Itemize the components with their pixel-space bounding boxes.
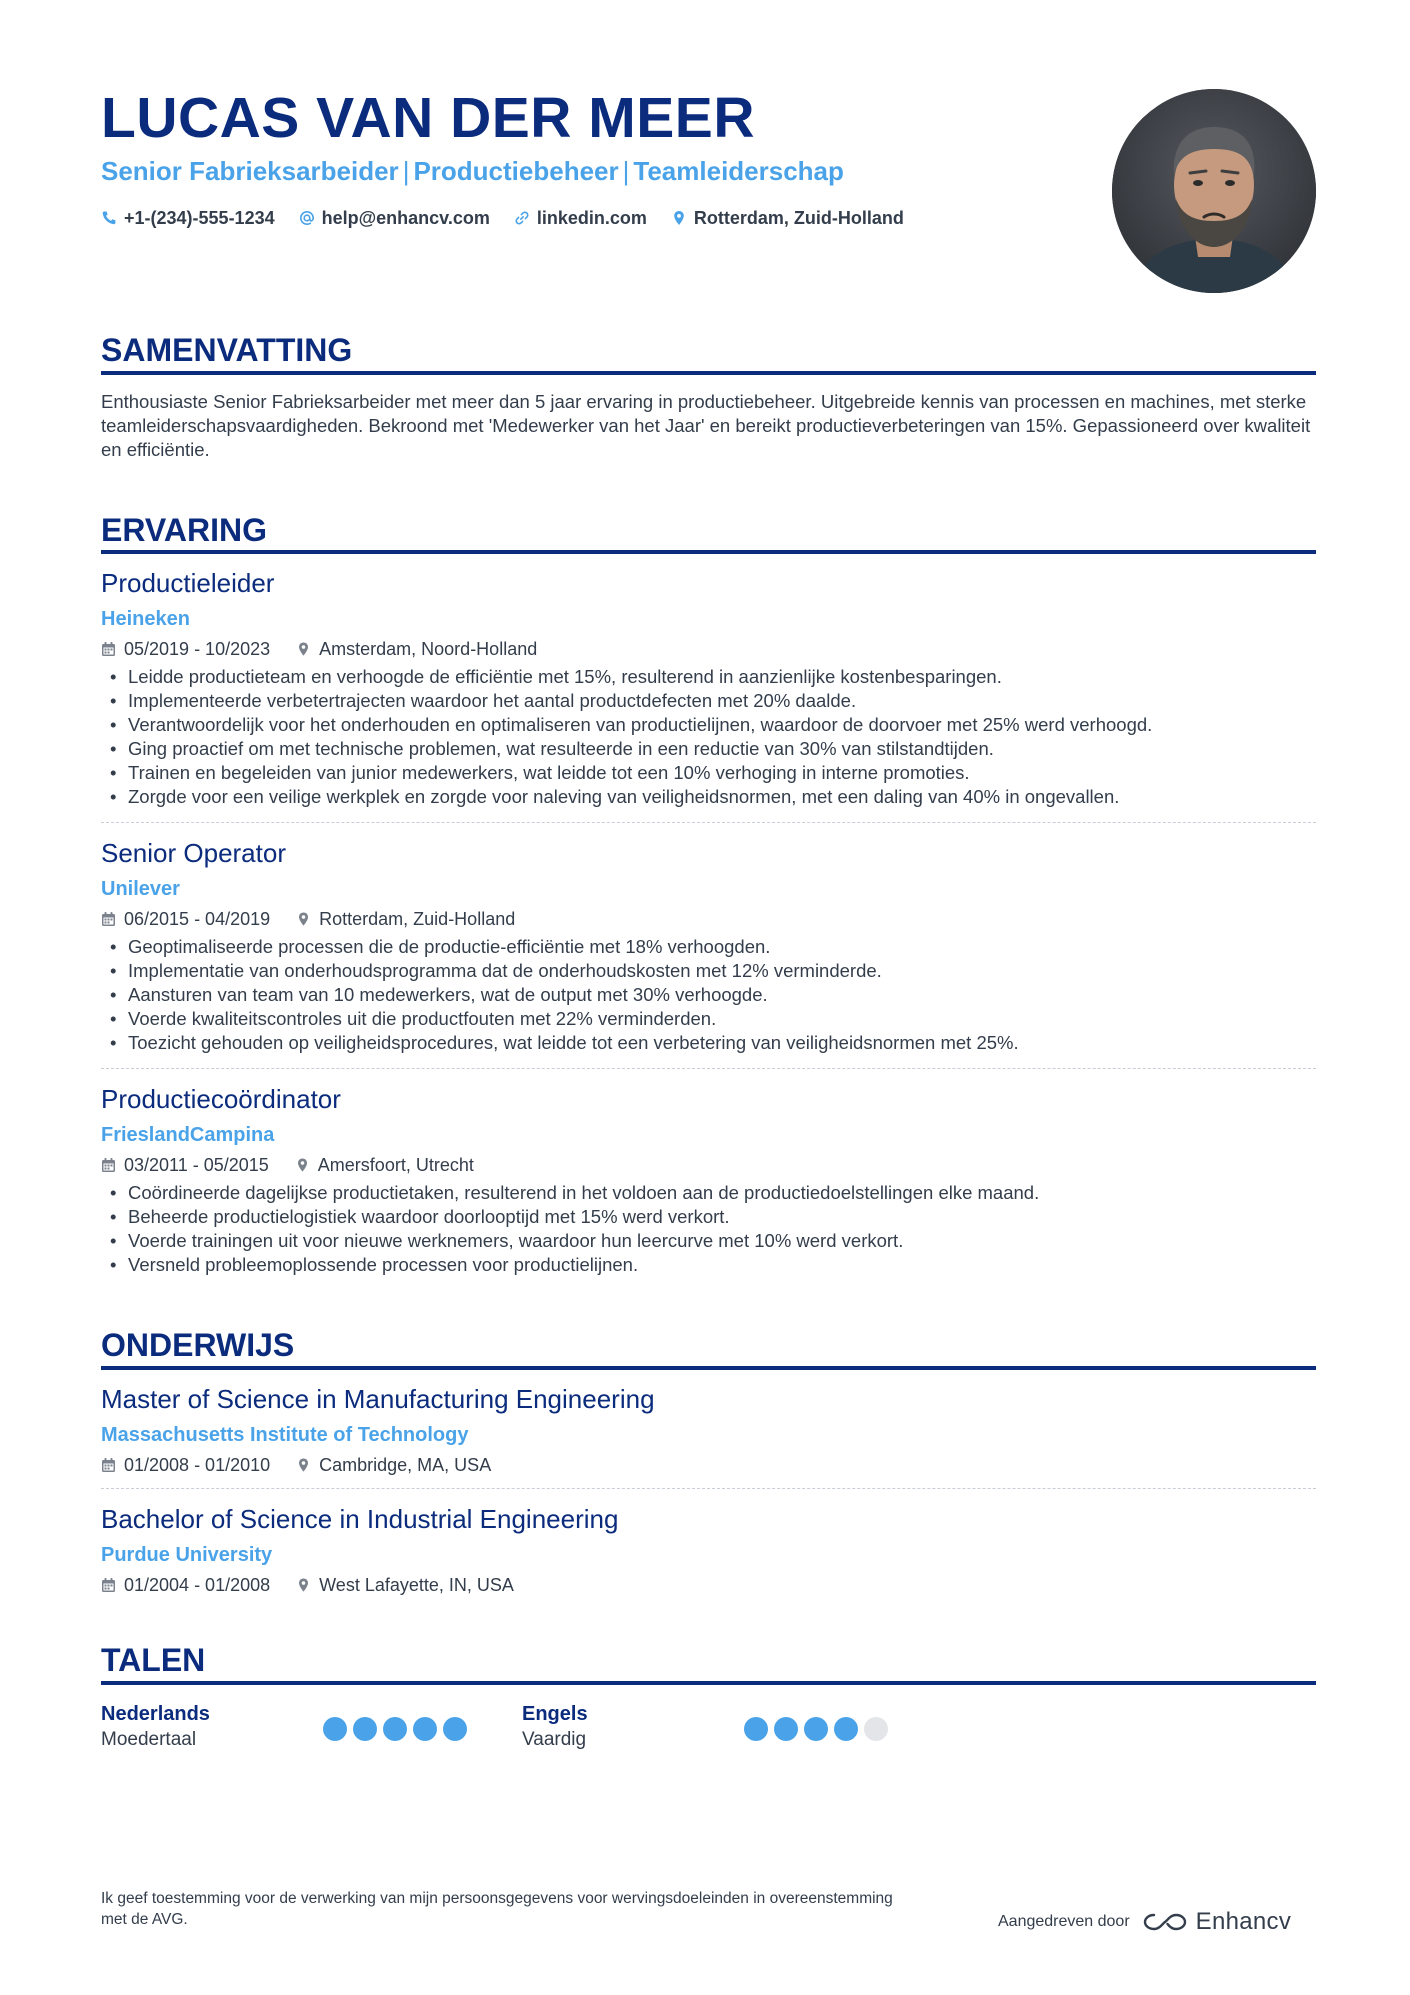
list-item: • Zorgde voor een veilige werkplek en zorgde voor naleving van veiligheidsnormen, met een daling van 40% in ongevallen.: [101, 785, 1316, 809]
rating-dot-empty: [864, 1717, 888, 1741]
education-location-text: Cambridge, MA, USA: [319, 1455, 492, 1475]
brand-logo: [1142, 1908, 1292, 1936]
contact-linkedin[interactable]: [514, 206, 647, 230]
job-meta: [101, 1153, 500, 1177]
consent-note: Ik geef toestemming voor de verwerking van mijn persoonsgegevens voor wervingsdoeleinden in overeenstemming met de AVG.: [101, 1890, 893, 1928]
contact-location: [671, 206, 904, 230]
item-divider: [101, 1488, 1316, 1489]
list-item: • Versneld probleemoplossende processen voor productielijnen.: [101, 1253, 1316, 1277]
language-rating: [323, 1717, 467, 1741]
job-location: [296, 907, 515, 931]
headline-title-3: Teamleiderschap: [633, 156, 844, 186]
job-company: Heineken: [101, 608, 190, 630]
rating-dot-filled: [834, 1717, 858, 1741]
list-item: • Aansturen van team van 10 medewerkers, wat de output met 30% verhoogde.: [101, 983, 1316, 1007]
location-pin-icon: [295, 1157, 310, 1173]
phone-text: +1-(234)-555-1234: [124, 208, 275, 228]
location-pin-icon: [671, 210, 687, 226]
job-dates-text: 06/2015 - 04/2019: [124, 909, 271, 929]
email-text: help@enhancv.com: [321, 208, 490, 228]
headline-separator: |: [622, 156, 630, 186]
job-location-text: Amersfoort, Utrecht: [317, 1155, 474, 1175]
section-rule: [101, 550, 1316, 554]
section-title-education: ONDERWIJS: [101, 1327, 295, 1363]
list-item: • Voerde kwaliteitscontroles uit die productfouten met 22% verminderden.: [101, 1007, 1316, 1031]
job-bullets: [101, 1181, 1316, 1277]
language-rating: [744, 1717, 888, 1741]
list-item: • Implementatie van onderhoudsprogramma dat de onderhoudskosten met 12% verminderde.: [101, 959, 1316, 983]
education-dates: [101, 1573, 270, 1597]
headline-title-1: Senior Fabrieksarbeider: [101, 156, 399, 186]
language-name: Nederlands: [101, 1703, 210, 1725]
location-text: Rotterdam, Zuid-Holland: [693, 208, 904, 228]
headline-title-2: Productiebeheer: [413, 156, 619, 186]
education-dates-text: 01/2004 - 01/2008: [124, 1575, 271, 1595]
job-meta: [101, 907, 541, 931]
education-meta: [101, 1573, 540, 1597]
language-name: Engels: [522, 1703, 588, 1725]
headline: [101, 154, 844, 188]
job-location-text: Rotterdam, Zuid-Holland: [319, 909, 516, 929]
rating-dot-filled: [383, 1717, 407, 1741]
education-degree: Bachelor of Science in Industrial Engineering: [101, 1504, 619, 1534]
list-item: • Trainen en begeleiden van junior medewerkers, wat leidde tot een 10% verhoging in interne promoties.: [101, 761, 1316, 785]
job-dates: [101, 637, 270, 661]
list-item: • Leidde productieteam en verhoogde de efficiëntie met 15%, resulterend in aanzienlijke kostenbesparingen.: [101, 665, 1316, 689]
contact-bar: [101, 206, 904, 230]
list-item: • Implementeerde verbetertrajecten waardoor het aantal productdefecten met 20% daalde.: [101, 689, 1316, 713]
section-rule: [101, 371, 1316, 375]
list-item: • Beheerde productielogistiek waardoor doorlooptijd met 15% werd verkort.: [101, 1205, 1316, 1229]
education-location: [296, 1453, 491, 1477]
profile-photo-icon: [1112, 89, 1316, 293]
language-level: Moedertaal: [101, 1729, 197, 1750]
avatar: [1112, 89, 1316, 293]
rating-dot-filled: [443, 1717, 467, 1741]
education-meta: [101, 1453, 517, 1477]
job-dates: [101, 907, 270, 931]
job-bullets: [101, 935, 1316, 1055]
job-dates-text: 05/2019 - 10/2023: [124, 639, 271, 659]
calendar-icon: [101, 1577, 116, 1593]
at-sign-icon: [299, 210, 315, 226]
section-title-experience: ERVARING: [101, 512, 267, 548]
section-title-summary: SAMENVATTING: [101, 332, 353, 368]
education-school: Purdue University: [101, 1544, 273, 1566]
candidate-name: LUCAS VAN DER MEER: [101, 86, 755, 150]
item-divider: [101, 822, 1316, 823]
linkedin-text: linkedin.com: [536, 208, 647, 228]
calendar-icon: [101, 1457, 116, 1473]
rating-dot-filled: [804, 1717, 828, 1741]
infinity-logo-icon: [1142, 1910, 1188, 1934]
powered-by[interactable]: [998, 1908, 1291, 1936]
phone-icon: [101, 210, 117, 226]
job-location-text: Amsterdam, Noord-Holland: [319, 639, 538, 659]
list-item: • Ging proactief om met technische problemen, wat resulteerde in een reductie van 30% van stilstandtijden.: [101, 737, 1316, 761]
location-pin-icon: [296, 1457, 311, 1473]
list-item: • Coördineerde dagelijkse productietaken, resulterend in het voldoen aan de productiedoelstellingen elke maand.: [101, 1181, 1316, 1205]
language-level: Vaardig: [522, 1729, 587, 1750]
location-pin-icon: [296, 911, 311, 927]
education-location-text: West Lafayette, IN, USA: [319, 1575, 514, 1595]
section-title-languages: TALEN: [101, 1642, 206, 1678]
job-dates-text: 03/2011 - 05/2015: [124, 1155, 269, 1175]
education-dates-text: 01/2008 - 01/2010: [124, 1455, 271, 1475]
item-divider: [101, 1068, 1316, 1069]
calendar-icon: [101, 1157, 116, 1173]
education-location: [296, 1573, 514, 1597]
job-company: FrieslandCampina: [101, 1124, 275, 1146]
rating-dot-filled: [774, 1717, 798, 1741]
education-degree: Master of Science in Manufacturing Engineering: [101, 1384, 655, 1414]
summary-text: Enthousiaste Senior Fabrieksarbeider met meer dan 5 jaar ervaring in productiebeheer. Uitgebreide kennis van processen en machines, met sterke teamleiderschapsvaardigheden. Bekroond met 'Medewerker van het Jaar' en bereikt productieverbeteringen van 15%. Gepassioneerd over kwaliteit en efficiëntie.: [101, 391, 1311, 460]
job-role: Productiecoördinator: [101, 1084, 341, 1114]
job-location: [296, 637, 537, 661]
link-icon: [514, 210, 530, 226]
contact-email[interactable]: [299, 206, 490, 230]
job-location: [295, 1153, 474, 1177]
rating-dot-filled: [413, 1717, 437, 1741]
rating-dot-filled: [353, 1717, 377, 1741]
powered-by-label: Aangedreven door: [998, 1913, 1130, 1930]
job-dates: [101, 1153, 269, 1177]
education-school: Massachusetts Institute of Technology: [101, 1424, 469, 1446]
rating-dot-filled: [323, 1717, 347, 1741]
calendar-icon: [101, 641, 116, 657]
list-item: • Voerde trainingen uit voor nieuwe werknemers, waardoor hun leercurve met 10% werd verkort.: [101, 1229, 1316, 1253]
job-role: Productieleider: [101, 568, 275, 598]
section-rule: [101, 1366, 1316, 1370]
education-dates: [101, 1453, 270, 1477]
headline-separator: |: [402, 156, 410, 186]
list-item: • Geoptimaliseerde processen die de productie-efficiëntie met 18% verhoogden.: [101, 935, 1316, 959]
list-item: • Toezicht gehouden op veiligheidsprocedures, wat leidde tot een verbetering van veiligheidsnormen met 25%.: [101, 1031, 1316, 1055]
job-company: Unilever: [101, 878, 180, 900]
calendar-icon: [101, 911, 116, 927]
list-item: • Verantwoordelijk voor het onderhouden en optimaliseren van productielijnen, waardoor de doorvoer met 25% werd verhoogd.: [101, 713, 1316, 737]
job-bullets: [101, 665, 1316, 809]
section-rule: [101, 1681, 1316, 1685]
location-pin-icon: [296, 1577, 311, 1593]
job-role: Senior Operator: [101, 838, 286, 868]
rating-dot-filled: [744, 1717, 768, 1741]
brand-name: Enhancv: [1195, 1908, 1292, 1935]
contact-phone[interactable]: [101, 206, 275, 230]
location-pin-icon: [296, 641, 311, 657]
job-meta: [101, 637, 563, 661]
